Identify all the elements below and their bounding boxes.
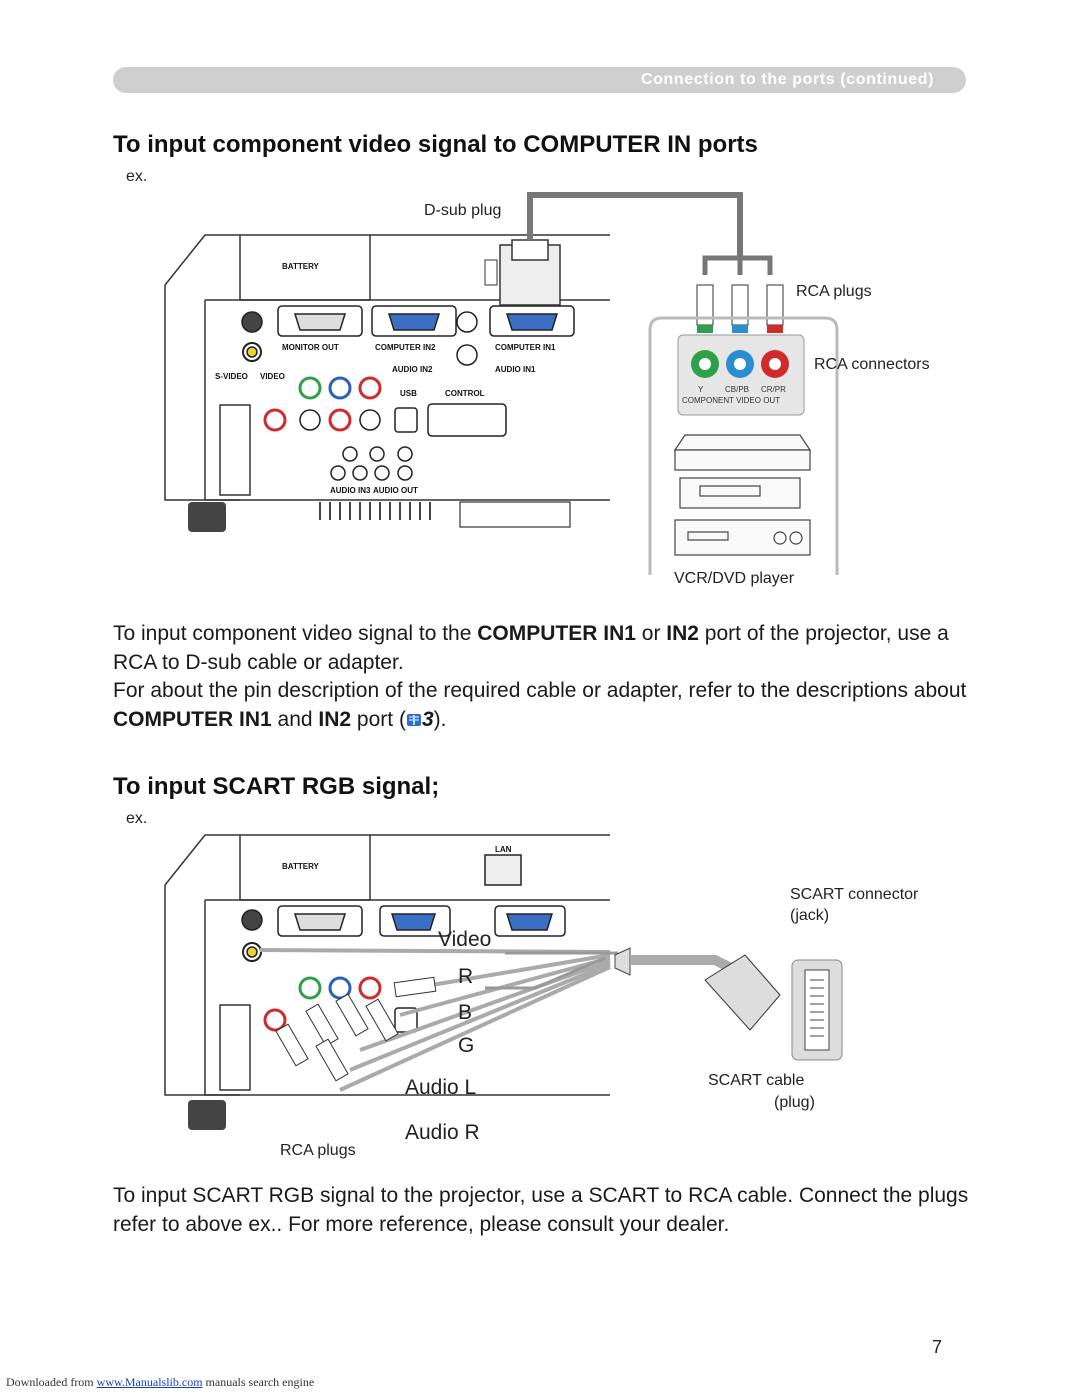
projector-foot	[188, 502, 226, 532]
audio-in1-label: AUDIO IN1	[495, 365, 536, 374]
download-footer: Downloaded from www.Manualslib.com manuals search engine	[6, 1375, 315, 1389]
usb-label: USB	[400, 389, 417, 398]
section-header-text: Connection to the ports (continued)	[641, 71, 934, 88]
dsub-plug	[485, 240, 560, 305]
page-ref[interactable]: 3	[421, 707, 434, 731]
audio-l-label: Audio L	[405, 1076, 477, 1099]
r-label: R	[458, 965, 474, 988]
scart-jack	[792, 960, 842, 1060]
scart-plug-label: (plug)	[774, 1094, 815, 1111]
video-label: Video	[438, 928, 492, 951]
section1-title: To input component video signal to COMPUTER IN ports	[113, 131, 758, 158]
audio-in2-label: AUDIO IN2	[392, 365, 433, 374]
rca-connectors-label: RCA connectors	[814, 356, 930, 373]
lan-label: LAN	[495, 845, 512, 854]
component-out-label: COMPONENT VIDEO OUT	[682, 396, 781, 405]
cb-label: CB/PB	[725, 385, 750, 394]
rca-plugs-label-2: RCA plugs	[280, 1142, 356, 1159]
port-panel-2	[242, 855, 565, 1032]
book-icon	[406, 712, 422, 728]
computer-in1-label: COMPUTER IN1	[495, 343, 556, 352]
audio-r-label: Audio R	[405, 1121, 480, 1144]
section2-paragraph: To input SCART RGB signal to the projector, use a SCART to RCA cable. Connect the plugs refer to above ex.. For more reference, please consult your dealer.	[113, 1184, 969, 1236]
g-label: G	[458, 1034, 475, 1057]
svideo-label: S-VIDEO	[215, 372, 248, 381]
scart-jack-label: (jack)	[790, 907, 830, 924]
page-number: 7	[932, 1337, 943, 1357]
computer-in2-label: COMPUTER IN2	[375, 343, 436, 352]
b-label: B	[458, 1001, 473, 1024]
component-video-diagram	[160, 190, 960, 600]
dsub-plug-label: D-sub plug	[424, 202, 502, 219]
audio-in3-label: AUDIO IN3	[330, 486, 371, 495]
battery-label: BATTERY	[282, 262, 319, 271]
monitor-out-label: MONITOR OUT	[282, 343, 339, 352]
scart-cable-label: SCART cable	[708, 1072, 805, 1089]
video-label: VIDEO	[260, 372, 285, 381]
vcr-dvd-label: VCR/DVD player	[674, 570, 795, 587]
manualslib-link[interactable]: www.Manualslib.com	[96, 1375, 203, 1389]
scart-cable-body	[630, 960, 735, 970]
section2-ex-label: ex.	[126, 810, 148, 827]
section2-title: To input SCART RGB signal;	[113, 773, 440, 800]
scart-diagram	[160, 830, 880, 1160]
battery-label-2: BATTERY	[282, 862, 319, 871]
audio-out-label: AUDIO OUT	[373, 486, 418, 495]
scart-connector-label: SCART connector	[790, 886, 919, 903]
section1-paragraph1: To input component video signal to the COMPUTER IN1 or IN2 port of the projector, use a RCA to D-sub cable or adapter.	[113, 622, 949, 674]
y-label: Y	[698, 385, 704, 394]
section-header-bar	[113, 67, 966, 93]
rca-plugs-label: RCA plugs	[796, 283, 872, 300]
rca-plugs	[697, 285, 783, 333]
control-label: CONTROL	[445, 389, 485, 398]
scart-plug	[705, 955, 780, 1030]
vcr-dvd-devices	[675, 435, 810, 555]
section1-ex-label: ex.	[126, 168, 148, 185]
section1-paragraph2: For about the pin description of the required cable or adapter, refer to the descriptions about COMPUTER IN1 and IN2 port ( 3).	[113, 679, 967, 731]
projector-vents	[320, 502, 430, 520]
cr-label: CR/PR	[761, 385, 786, 394]
